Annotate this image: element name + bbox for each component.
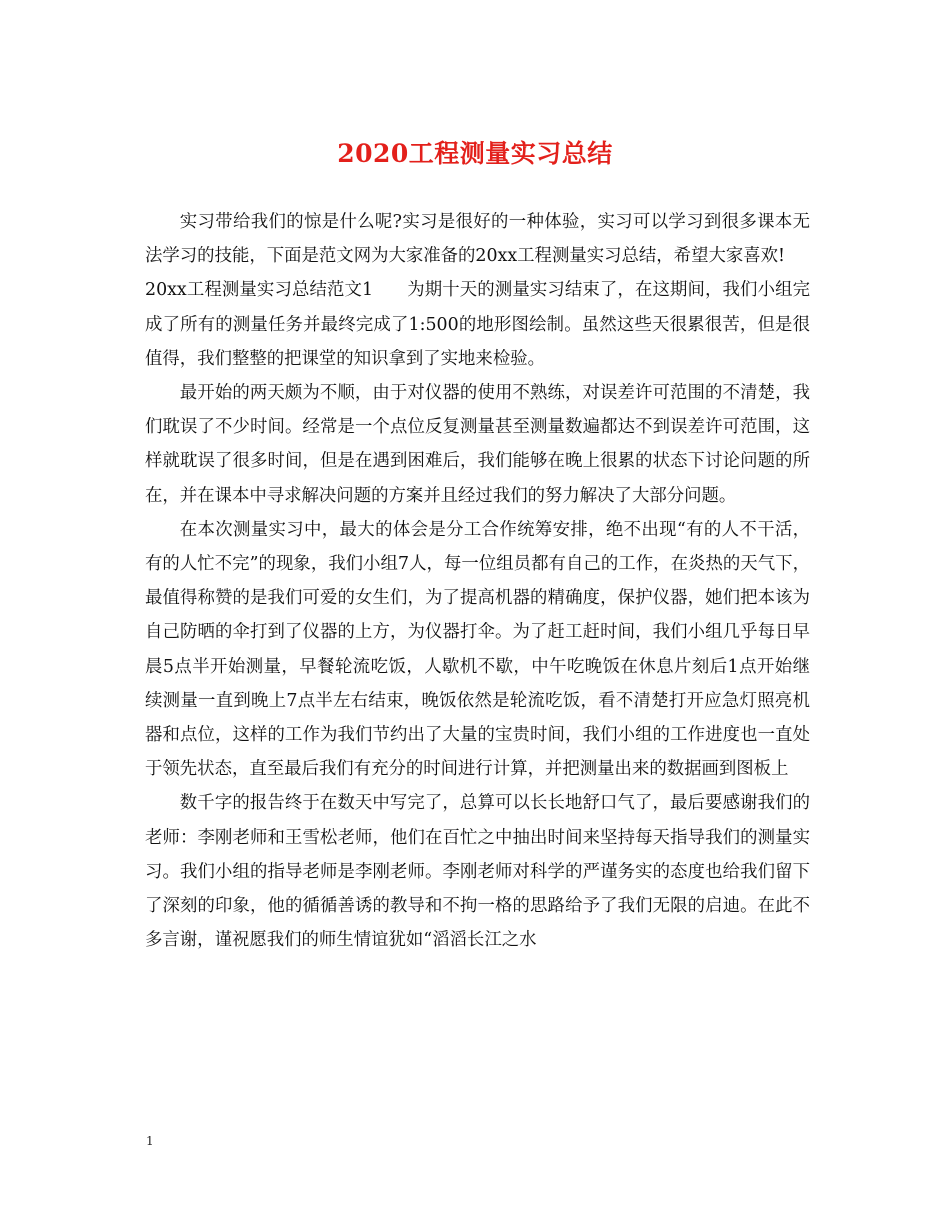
body-paragraph-3: 数千字的报告终于在数天中写完了，总算可以长长地舒口气了，最后要感谢我们的老师：李刚老师和王雪松老师，他们在百忙之中抽出时间来坚持每天指导我们的测量实习。我们小组的指导老师是李刚老师。李刚老师对科学的严谨务实的态度也给我们留下了深刻的印象，他的循循善诱的教导和不拘一格的思路给予了我们无限的启迪。在此不多言谢，谨祝愿我们的师生情谊犹如“滔滔长江之水 (145, 793, 810, 951)
section-label: 20xx工程测量实习总结范文1 (145, 280, 374, 301)
section-first-text: 为期十天的测量实习结束了，在这期间，我们小组完成了所有的测量任务并最终完成了1:500的地形图绘制。虽然这些天很累很苦，但是很值得，我们整整的把课堂的知识拿到了实地来检验。 (145, 280, 810, 369)
document-body (145, 205, 810, 957)
body-paragraph-2: 在本次测量实习中，最大的体会是分工合作统筹安排，绝不出现“有的人不干活，有的人忙不完”的现象，我们小组7人，每一位组员都有自己的工作，在炎热的天气下，最值得称赞的是我们可爱的女生们，为了提高机器的精确度，保护仪器，她们把本该为自己防晒的伞打到了仪器的上方，为仪器打伞。为了赶工赶时间，我们小组几乎每日早晨5点半开始测量，早餐轮流吃饭，人歇机不歇，中午吃晚饭在休息片刻后1点开始继续测量一直到晚上7点半左右结束，晚饭依然是轮流吃饭，看不清楚打开应急灯照亮机器和点位，这样的工作为我们节约出了大量的宝贵时间，我们小组的工作进度也一直处于领先状态，直至最后我们有充分的时间进行计算，并把测量出来的数据画到图板上 (145, 519, 810, 780)
intro-paragraph: 实习带给我们的惊是什么呢?实习是很好的一种体验，实习可以学习到很多课本无法学习的技能，下面是范文网为大家准备的20xx工程测量实习总结，希望大家喜欢! (145, 212, 810, 267)
page-number: 1 (146, 1134, 154, 1148)
document-title: 2020工程测量实习总结 (337, 139, 613, 168)
body-paragraph-1: 最开始的两天颇为不顺，由于对仪器的使用不熟练，对误差许可范围的不清楚，我们耽误了不少时间。经常是一个点位反复测量甚至测量数遍都达不到误差许可范围，这样就耽误了很多时间，但是在遇到困难后，我们能够在晚上很累的状态下讨论问题的所在，并在课本中寻求解决问题的方案并且经过我们的努力解决了大部分问题。 (145, 383, 810, 506)
section-paragraph (145, 273, 810, 376)
